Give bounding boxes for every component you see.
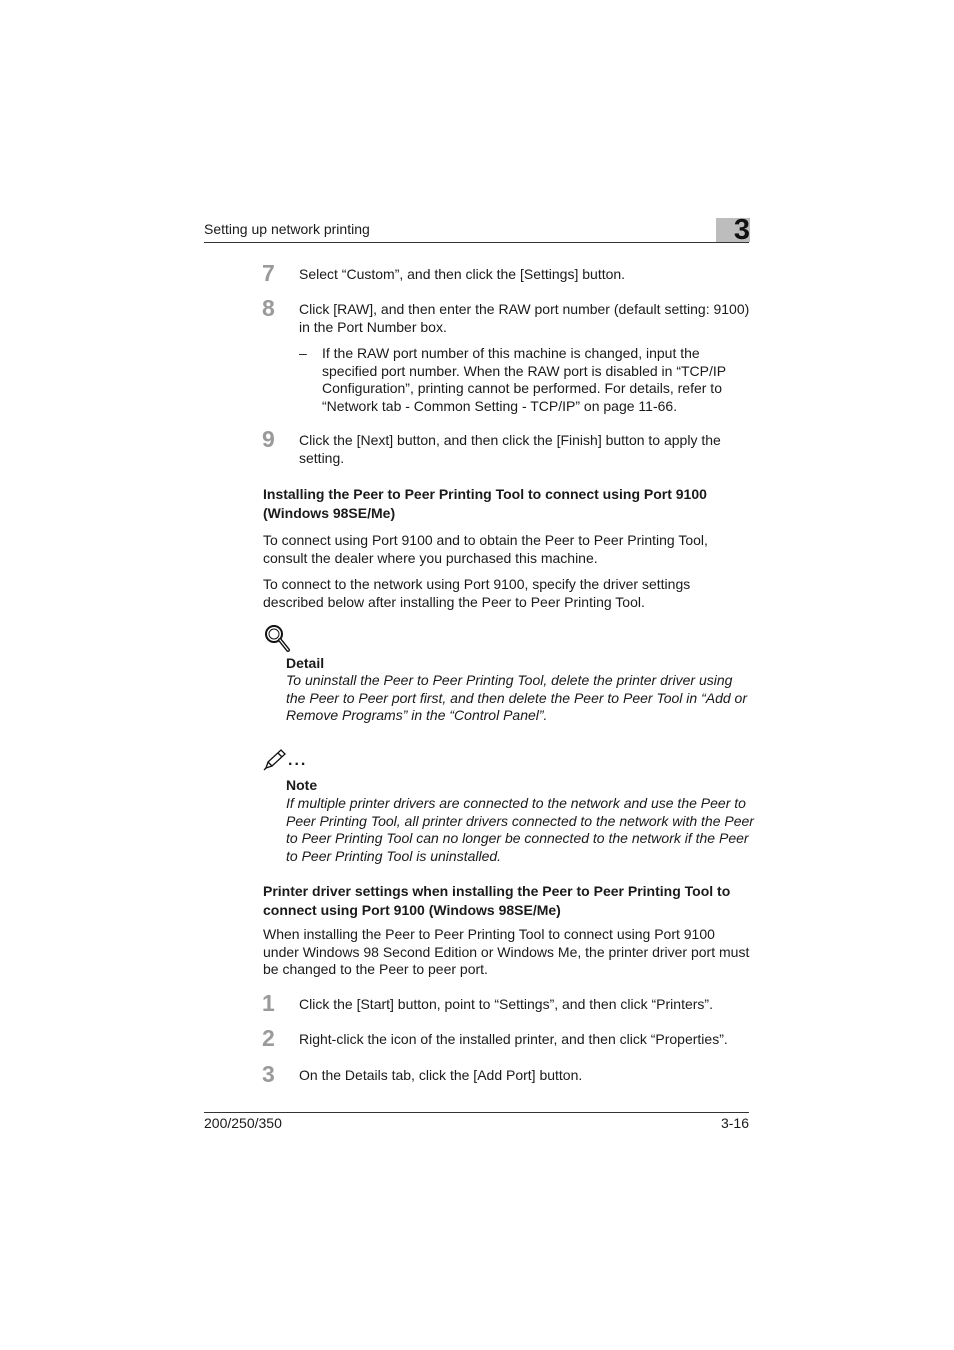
step-number: 2 [262, 1025, 275, 1051]
detail-text: To uninstall the Peer to Peer Printing Tool, delete the printer driver using the Peer to Peer port first, and then delete the Peer to Peer Tool in “Add or Remove Programs” in the “Control Panel”. [286, 672, 747, 723]
step-number: 3 [262, 1061, 275, 1087]
running-header: Setting up network printing [204, 221, 370, 237]
sub-bullet-text: If the RAW port number of this machine is changed, input the specified port number. When the RAW port is disabled in “TCP/IP Configuration”, printing cannot be performed. For details, refer to “Network tab - Common Setting - TCP/IP” on page 11-66. [322, 345, 726, 414]
step-number: 8 [262, 295, 275, 321]
header-rule [204, 242, 749, 243]
footer-rule [204, 1112, 749, 1113]
step-number: 9 [262, 426, 275, 452]
bullet-dash: – [299, 345, 307, 361]
detail-label: Detail [286, 655, 325, 671]
note-dots: ... [288, 752, 308, 769]
chapter-number: 3 [733, 214, 750, 246]
section-heading: Installing the Peer to Peer Printing Tool to connect using Port 9100 (Windows 98SE/Me) [263, 486, 707, 521]
paragraph: When installing the Peer to Peer Printing Tool to connect using Port 9100 under Windows 98 Second Edition or Windows Me, the printer driver port must be changed to the Peer to peer port. [263, 926, 750, 977]
step-text: Click the [Start] button, point to “Settings”, and then click “Printers”. [299, 996, 713, 1012]
paragraph: To connect to the network using Port 9100, specify the driver settings described below after installing the Peer to Peer Printing Tool. [263, 576, 691, 610]
note-text: If multiple printer drivers are connected to the network and use the Peer to Peer Printing Tool, all printer drivers connected to the network with the Peer to Peer Printing Tool can no longer be connected to the network if the Peer to Peer Printing Tool is uninstalled. [286, 795, 754, 864]
step-number: 1 [262, 990, 275, 1016]
magnifier-icon [263, 623, 291, 653]
step-text: On the Details tab, click the [Add Port] button. [299, 1067, 583, 1083]
step-text: Click the [Next] button, and then click the [Finish] button to apply the setting. [299, 432, 721, 466]
step-text: Right-click the icon of the installed printer, and then click “Properties”. [299, 1031, 728, 1047]
section-heading: Printer driver settings when installing the Peer to Peer Printing Tool to connect using Port 9100 (Windows 98SE/Me) [263, 883, 731, 918]
footer-model: 200/250/350 [204, 1115, 282, 1131]
step-text: Select “Custom”, and then click the [Settings] button. [299, 266, 626, 282]
pencil-icon [263, 748, 289, 772]
paragraph: To connect using Port 9100 and to obtain the Peer to Peer Printing Tool, consult the dealer where you purchased this machine. [263, 532, 708, 566]
step-number: 7 [262, 260, 275, 286]
note-label: Note [286, 777, 318, 793]
page-number: 3-16 [720, 1115, 749, 1131]
step-text: Click [RAW], and then enter the RAW port number (default setting: 9100) in the Port Number box. [299, 301, 750, 335]
